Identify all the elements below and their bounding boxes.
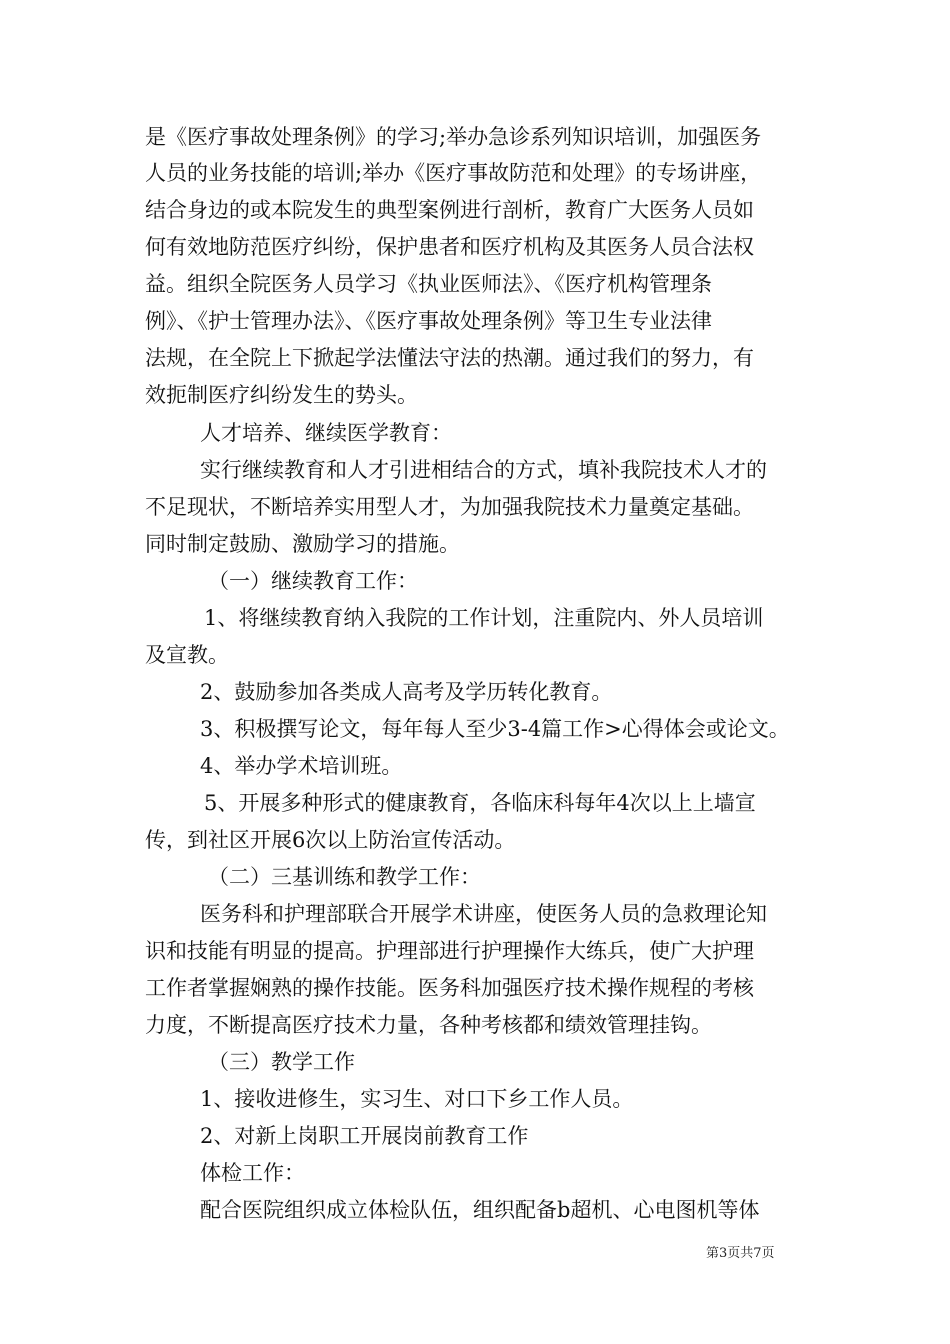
list-item: 2、鼓励参加各类成人高考及学历转化教育。 (200, 680, 613, 704)
page-number: 第3页共7页 (706, 1246, 775, 1261)
text-line: 结合身边的或本院发生的典型案例进行剖析，教育广大医务人员如 (145, 198, 754, 222)
section-heading: 人才培养、继续医学教育： (200, 421, 452, 445)
list-item: 1、接收进修生，实习生、对口下乡工作人员。 (200, 1087, 634, 1111)
list-item: 3、积极撰写论文，每年每人至少3-4篇工作>心得体会或论文。 (200, 717, 790, 741)
subsection-heading: （三）教学工作 (208, 1050, 355, 1074)
text-line: 工作者掌握娴熟的操作技能。医务科加强医疗技术操作规程的考核 (145, 976, 754, 1000)
text-line: 及宣教。 (145, 643, 229, 667)
text-line: 传，到社区开展6次以上防治宣传活动。 (145, 828, 516, 852)
list-item: 4、举办学术培训班。 (200, 754, 403, 778)
text-line: 是《医疗事故处理条例》的学习;举办急诊系列知识培训，加强医务 (145, 125, 762, 149)
subsection-heading: （二）三基训练和教学工作： (208, 865, 481, 889)
text-line: 益。组织全院医务人员学习《执业医师法》、《医疗机构管理条 (145, 272, 712, 296)
list-item: 5、开展多种形式的健康教育，各临床科每年4次以上上墙宣 (204, 791, 756, 815)
text-line: 法规，在全院上下掀起学法懂法守法的热潮。通过我们的努力，有 (145, 346, 754, 370)
text-line: 力度，不断提高医疗技术力量，各种考核都和绩效管理挂钩。 (145, 1013, 712, 1037)
text-line: 效扼制医疗纠纷发生的势头。 (145, 383, 418, 407)
text-line: 人员的业务技能的培训;举办《医疗事故防范和处理》的专场讲座， (145, 161, 762, 185)
text-line: 不足现状，不断培养实用型人才，为加强我院技术力量奠定基础。 (145, 495, 754, 519)
text-line: 何有效地防范医疗纠纷，保护患者和医疗机构及其医务人员合法权 (145, 235, 754, 259)
text-line: 医务科和护理部联合开展学术讲座，使医务人员的急救理论知 (200, 902, 767, 926)
text-line: 配合医院组织成立体检队伍，组织配备b超机、心电图机等体 (200, 1198, 760, 1222)
list-item: 1、将继续教育纳入我院的工作计划，注重院内、外人员培训 (204, 606, 764, 630)
section-heading: 体检工作： (200, 1161, 305, 1185)
text-line: 例》、《护士管理办法》、《医疗事故处理条例》等卫生专业法律 (145, 309, 712, 333)
text-line: 识和技能有明显的提高。护理部进行护理操作大练兵，使广大护理 (145, 939, 754, 963)
text-line: 同时制定鼓励、激励学习的措施。 (145, 532, 460, 556)
list-item: 2、对新上岗职工开展岗前教育工作 (200, 1124, 529, 1148)
text-line: 实行继续教育和人才引进相结合的方式，填补我院技术人才的 (200, 458, 767, 482)
subsection-heading: （一）继续教育工作： (208, 569, 418, 593)
